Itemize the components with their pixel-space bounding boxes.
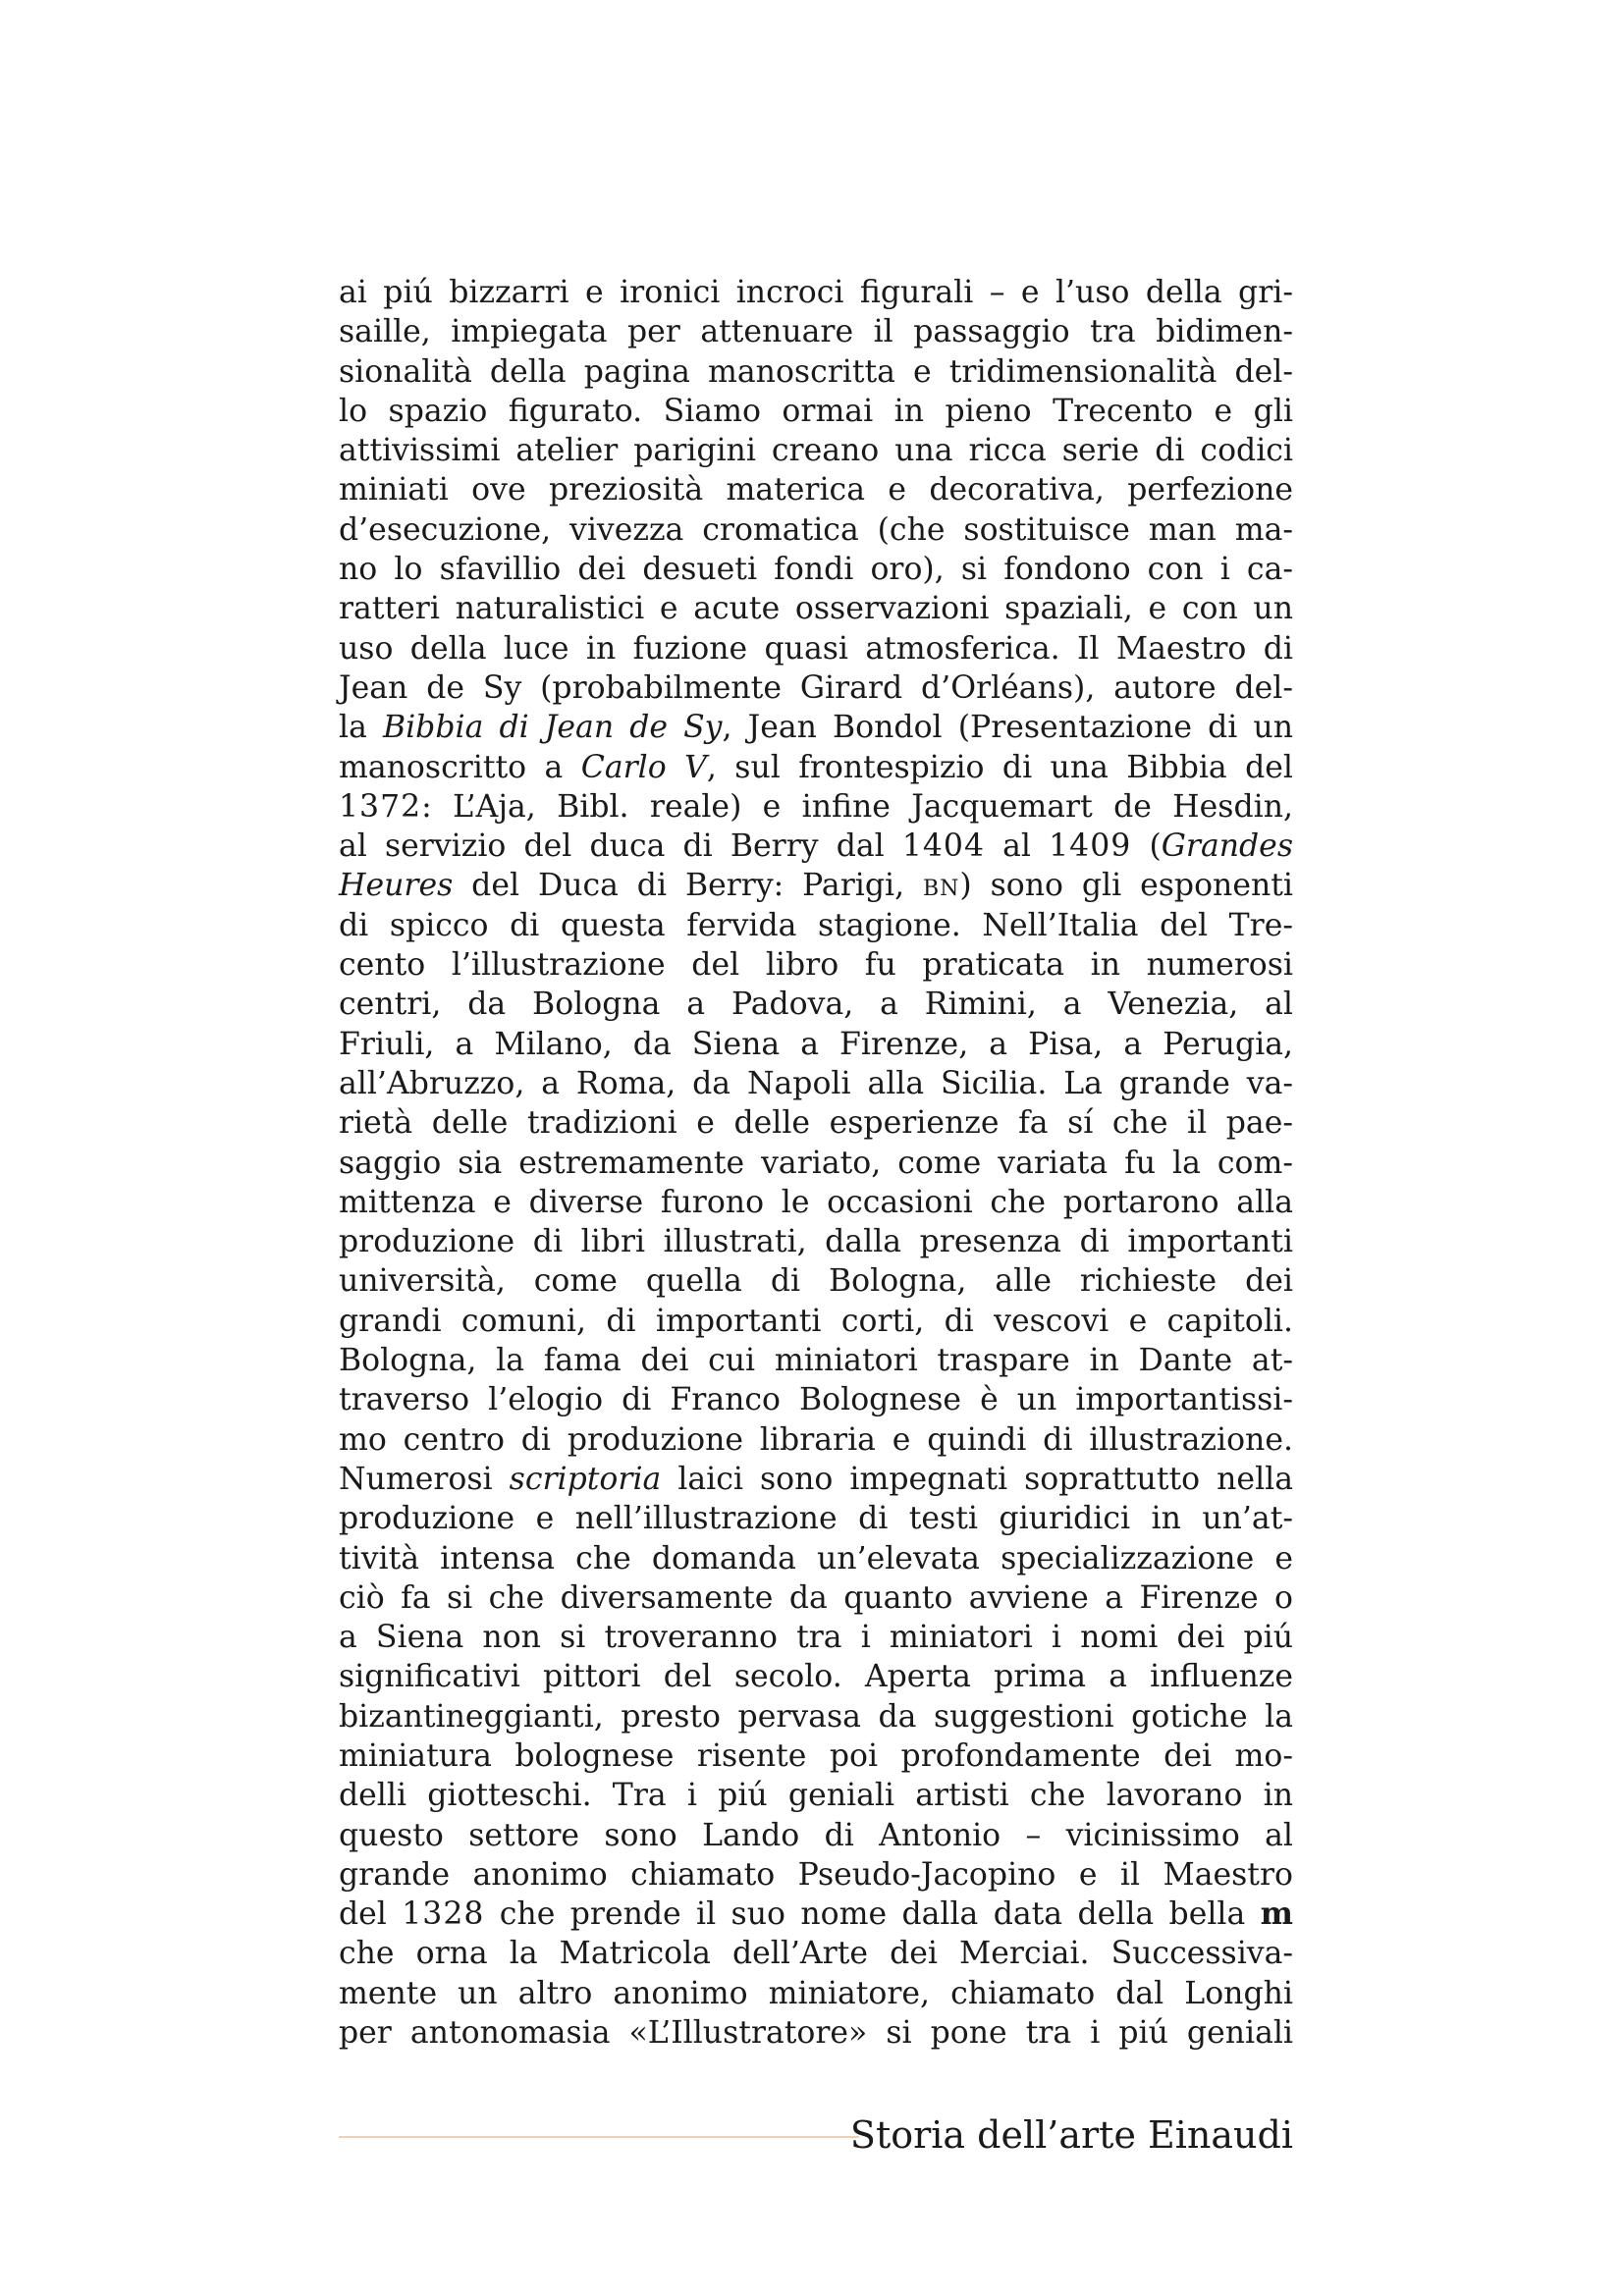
text-segment: a Siena non si troveranno tra i miniatori i nomi dei piú [339,1620,1293,1656]
text-line [339,1380,1293,1419]
text-line [339,1657,1293,1696]
text-segment: la [339,710,383,746]
text-line [339,510,1293,550]
text-line [339,1103,1293,1143]
text-line [339,748,1293,787]
text-segment: università, come quella di Bologna, alle richieste dei [339,1263,1293,1300]
text-segment: tività intensa che domanda un’elevata specializzazione e [339,1540,1293,1576]
text-segment: uso della luce in fuzione quasi atmosferica. Il Maestro di [339,630,1293,667]
text-line [339,708,1293,747]
text-segment: significativi pittori del secolo. Aperta prima a influenze [339,1659,1293,1695]
text-segment: produzione di libri illustrati, dalla presenza di importanti [339,1224,1293,1260]
text-segment: attivissimi atelier parigini creano una ricca serie di codici [339,433,1293,469]
text-segment: traverso l’elogio di Franco Bolognese è un importantissi- [339,1382,1293,1418]
text-segment: questo settore sono Lando di Antonio – vicinissimo al [339,1817,1293,1853]
text-segment: Jean de Sy (probabilmente Girard d’Orléans), autore del- [339,669,1293,706]
text-segment: Numerosi [339,1461,510,1497]
text-line [339,312,1293,351]
text-segment: 1372 [339,788,422,825]
italic-text: Grandes [1161,828,1293,865]
text-line [339,589,1293,628]
text-line [339,1618,1293,1657]
small-caps-text: bn [923,868,960,904]
text-segment: , sul frontespizio di una Bibbia del [706,749,1293,785]
text-segment: miniati ove preziosità materica e decorativa, perfezione [339,472,1293,508]
text-segment: , Jean Bondol (Presentazione di un [722,710,1293,746]
text-line [339,470,1293,509]
text-segment: no lo sfavillio dei desueti fondi oro), si fondono con i ca- [339,552,1293,588]
text-line [339,629,1293,668]
text-line [339,1261,1293,1301]
text-line [339,1736,1293,1776]
text-segment: centri, da Bologna a Padova, a Rimini, a Venezia, al [339,987,1293,1023]
text-segment: 1409 [1049,828,1132,865]
text-segment: del Duca di Berry: Parigi, [453,868,923,904]
bold-text: m [1260,1896,1293,1933]
text-segment: ciò fa si che diversamente da quanto avviene a Firenze o [339,1579,1293,1616]
text-line [339,668,1293,708]
text-line [339,1499,1293,1538]
text-line [339,827,1293,866]
text-line [339,787,1293,827]
text-line [339,1302,1293,1341]
text-line [339,1578,1293,1618]
text-segment: all’Abruzzo, a Roma, da Napoli alla Sicilia. La grande va- [339,1065,1293,1101]
text-line [339,1855,1293,1895]
text-line [339,1539,1293,1578]
text-line [339,1697,1293,1736]
text-line [339,352,1293,392]
text-segment: saille, impiegata per attenuare il passaggio tra bidimen- [339,314,1293,350]
text-segment: al servizio del duca di Berry dal [339,828,902,865]
text-segment: 1328 [402,1896,485,1933]
text-segment: ( [1131,828,1162,865]
text-segment: ) sono gli esponenti [959,868,1293,904]
body-text [339,273,1293,2053]
text-segment: saggio sia estremamente variato, come variata fu la com- [339,1145,1293,1181]
italic-text: scriptoria [509,1461,662,1497]
text-line [339,1934,1293,1973]
text-segment: che orna la Matricola dell’Arte dei Merciai. Successiva- [339,1936,1293,1972]
text-line [339,1183,1293,1222]
text-segment: ratteri naturalistici e acute osservazioni spaziali, e con un [339,591,1293,627]
text-line [339,1064,1293,1103]
text-segment: mittenza e diverse furono le occasioni che portarono alla [339,1184,1293,1220]
text-segment: del [339,1896,403,1933]
text-line [339,431,1293,470]
text-line [339,1025,1293,1064]
text-segment: di spicco di questa fervida stagione. Nell’Italia del Tre- [339,907,1293,943]
text-segment: mente un altro anonimo miniatore, chiamato dal Longhi [339,1975,1293,2011]
italic-text: Heures [339,868,454,904]
text-segment: : L’Aja, Bibl. reale) e infine Jacquemart de Hesdin, [421,788,1293,825]
italic-text: Carlo V [580,749,707,785]
text-line [339,906,1293,945]
text-line [339,985,1293,1024]
text-segment: per antonomasia «L’Illustratore» si pone tra i piú geniali [339,2015,1293,2052]
italic-text: Bibbia di Jean de Sy [382,710,723,746]
text-line [339,273,1293,312]
text-segment: Friuli, a Milano, da Siena a Firenze, a Pisa, a Perugia, [339,1026,1293,1062]
text-segment: grande anonimo chiamato Pseudo-Jacopino e il Maestro [339,1856,1293,1893]
text-line [339,1222,1293,1261]
text-line [339,1420,1293,1460]
text-segment: cento l’illustrazione del libro fu praticata in numerosi [339,947,1293,984]
text-line [339,1816,1293,1855]
text-segment: ai piú bizzarri e ironici incroci figurali – e l’uso della gri- [339,275,1293,310]
text-line [339,1460,1293,1499]
text-segment: manoscritto a [339,749,581,785]
text-segment: Bologna, la fama dei cui miniatori traspare in Dante at- [339,1343,1293,1379]
text-line [339,1341,1293,1380]
text-segment: rietà delle tradizioni e delle esperienze fa sí che il pae- [339,1105,1293,1142]
footer-title: Storia dell’arte Einaudi [849,2113,1293,2157]
text-segment: delli giotteschi. Tra i piú geniali artisti che lavorano in [339,1778,1293,1814]
page-footer [339,2112,1293,2162]
text-segment: al [985,828,1050,865]
text-line [339,1776,1293,1815]
footer-rule [339,2136,859,2138]
text-line [339,392,1293,431]
text-segment: miniatura bolognese risente poi profondamente dei mo- [339,1737,1293,1774]
text-segment: produzione e nell’illustrazione di testi giuridici in un’at- [339,1501,1293,1537]
text-segment: laici sono impegnati soprattutto nella [661,1461,1294,1497]
text-line [339,945,1293,985]
text-line [339,1144,1293,1183]
text-segment: grandi comuni, di importanti corti, di vescovi e capitoli. [339,1303,1293,1339]
text-segment: sionalità della pagina manoscritta e tridimensionalità del- [339,353,1293,390]
text-line [339,1895,1293,1934]
text-segment: 1404 [901,828,986,865]
text-segment: mo centro di produzione libraria e quindi di illustrazione. [339,1421,1293,1458]
text-segment: bizantineggianti, presto pervasa da suggestioni gotiche la [339,1698,1293,1735]
text-line [339,2013,1293,2053]
text-line [339,1974,1293,2013]
text-segment: d’esecuzione, vivezza cromatica (che sostituisce man ma- [339,511,1293,548]
text-segment: lo spazio figurato. Siamo ormai in pieno Trecento e gli [339,393,1293,429]
text-segment: che prende il suo nome dalla data della bella [484,1896,1261,1933]
text-line [339,866,1293,905]
text-line [339,550,1293,589]
